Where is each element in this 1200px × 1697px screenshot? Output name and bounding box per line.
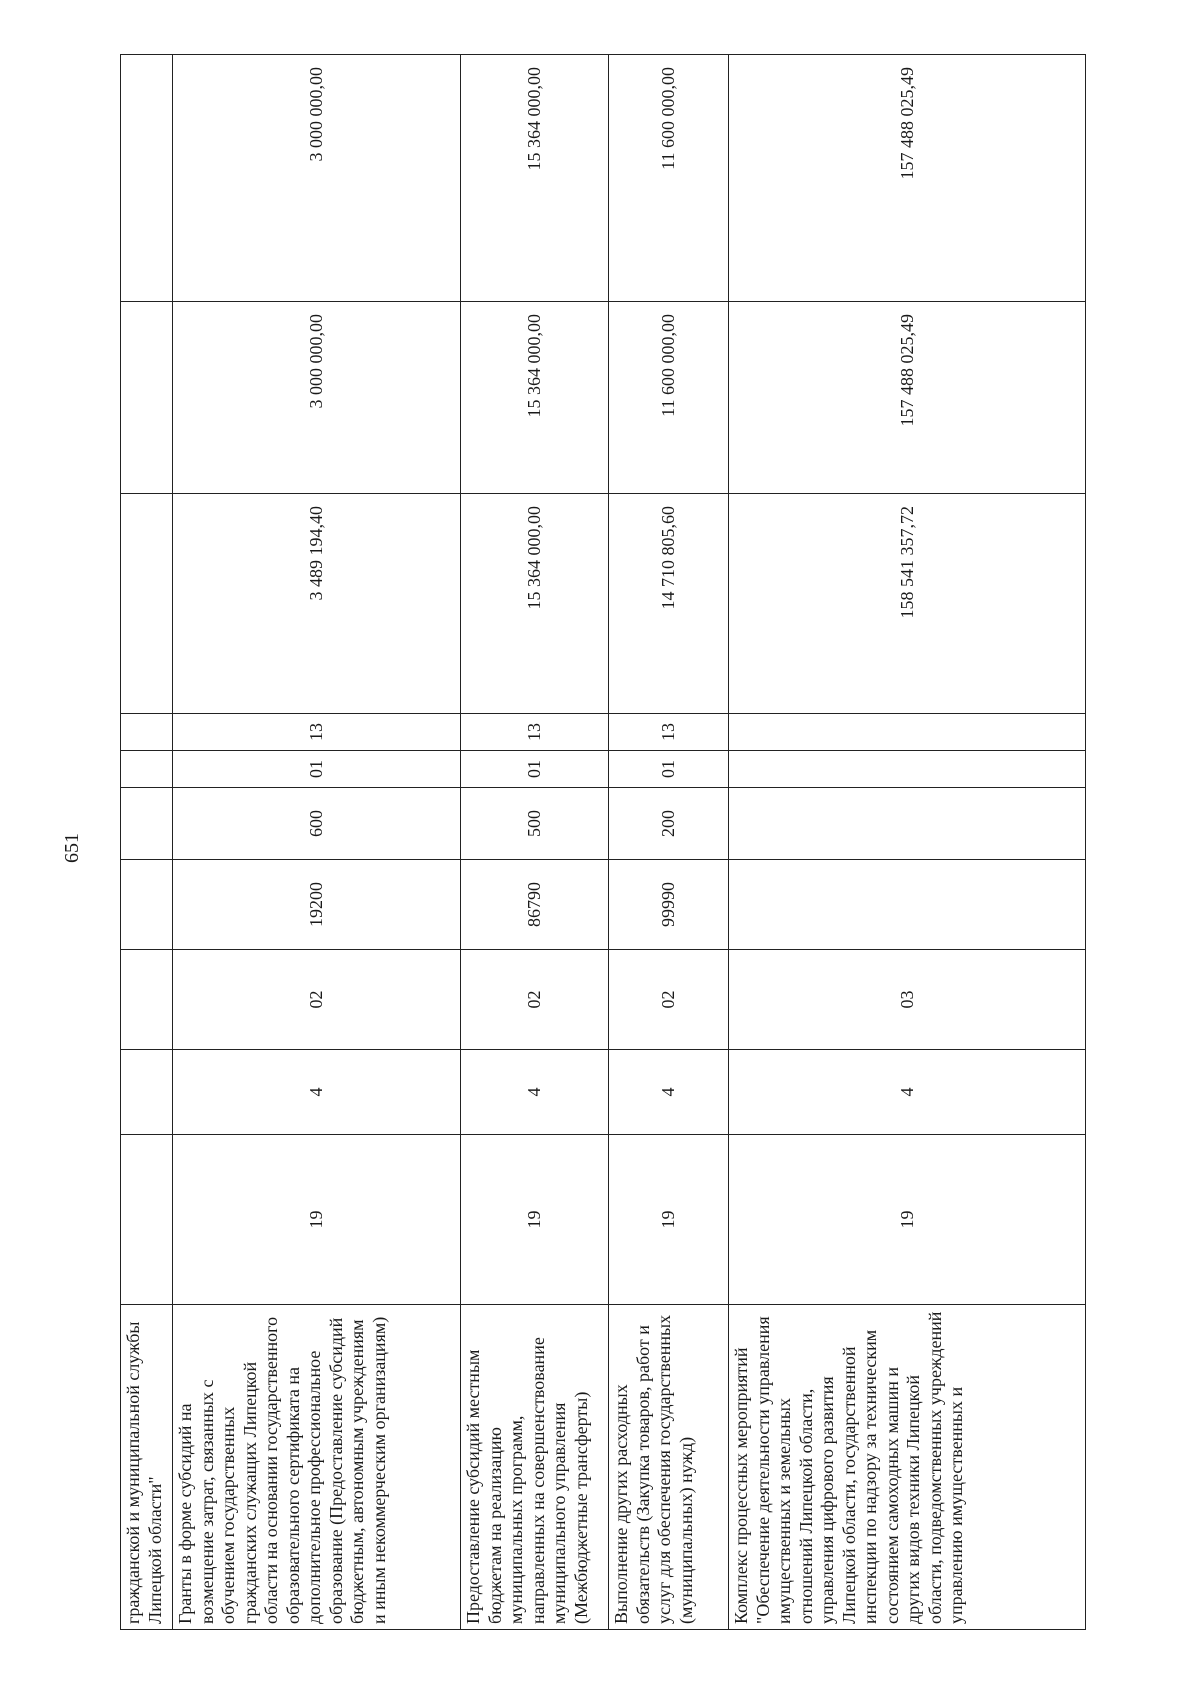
table-row: [729, 55, 1086, 1630]
subprogram-code: [121, 1050, 173, 1135]
expense-type: [729, 788, 1086, 860]
expense-type: [121, 788, 173, 860]
row-description: Гранты в форме субсидий на возмещение затрат, связанных с обучением государственных гражданских служащих Липецкой области на основании государственного образовательного сертификата на дополнительное профессиональное образование (Предоставление субсидий бюджетным, автономным учреждениям и иным некоммерческим организациям): [173, 1305, 461, 1630]
budget-table: [120, 54, 1086, 1630]
subsection-code: 13: [461, 714, 609, 751]
subsection-code: 13: [173, 714, 461, 751]
direction-code: [729, 860, 1086, 950]
section-code: 01: [609, 751, 729, 788]
amount-2027: 15 364 000,00: [461, 55, 609, 302]
row-description: Предоставление субсидий местным бюджетам на реализацию муниципальных программ, направленных на совершенствование муниципального управления (Межбюджетные трансферты): [461, 1305, 609, 1630]
table-row: [173, 55, 461, 1630]
amount-2026: 157 488 025,49: [729, 302, 1086, 494]
direction-code: 99990: [609, 860, 729, 950]
subprogram-code: 4: [729, 1050, 1086, 1135]
amount-2025: 3 489 194,40: [173, 494, 461, 714]
direction-code: [121, 860, 173, 950]
amount-2026: 11 600 000,00: [609, 302, 729, 494]
amount-2026: 15 364 000,00: [461, 302, 609, 494]
amount-2027: [121, 55, 173, 302]
program-code: 19: [173, 1135, 461, 1305]
subprogram-code: 4: [461, 1050, 609, 1135]
subprogram-code: 4: [173, 1050, 461, 1135]
amount-2026: 3 000 000,00: [173, 302, 461, 494]
section-code: [729, 751, 1086, 788]
direction-code: 86790: [461, 860, 609, 950]
section-code: 01: [461, 751, 609, 788]
amount-2025: 15 364 000,00: [461, 494, 609, 714]
program-code: 19: [609, 1135, 729, 1305]
amount-2025: 158 541 357,72: [729, 494, 1086, 714]
expense-type: 500: [461, 788, 609, 860]
amount-2025: 14 710 805,60: [609, 494, 729, 714]
program-code: 19: [729, 1135, 1086, 1305]
row-description: Выполнение других расходных обязательств (Закупка товаров, работ и услуг для обеспечения государственных (муниципальных) нужд): [609, 1305, 729, 1630]
row-description: Комплекс процессных мероприятий "Обеспечение деятельности управления имущественных и земельных отношений Липецкой области, управления цифрового развития Липецкой области, государственной инспекции по надзору за техническим состоянием самоходных машин и других видов техники Липецкой области, подведомственных учреждений управлению имущественных и: [729, 1305, 1086, 1630]
table-row: [609, 55, 729, 1630]
table-row: [121, 55, 173, 1630]
page-number: 651: [61, 833, 83, 863]
group-code: 03: [729, 950, 1086, 1050]
subsection-code: [729, 714, 1086, 751]
expense-type: 600: [173, 788, 461, 860]
group-code: 02: [609, 950, 729, 1050]
subsection-code: [121, 714, 173, 751]
direction-code: 19200: [173, 860, 461, 950]
program-code: [121, 1135, 173, 1305]
rotated-table-area: [120, 55, 1085, 1630]
amount-2027: 157 488 025,49: [729, 55, 1086, 302]
section-code: [121, 751, 173, 788]
program-code: 19: [461, 1135, 609, 1305]
group-code: 02: [173, 950, 461, 1050]
subsection-code: 13: [609, 714, 729, 751]
amount-2026: [121, 302, 173, 494]
amount-2025: [121, 494, 173, 714]
amount-2027: 3 000 000,00: [173, 55, 461, 302]
group-code: 02: [461, 950, 609, 1050]
subprogram-code: 4: [609, 1050, 729, 1135]
expense-type: 200: [609, 788, 729, 860]
table-row: [461, 55, 609, 1630]
row-description: гражданской и муниципальной службы Липецкой области": [121, 1305, 173, 1630]
section-code: 01: [173, 751, 461, 788]
amount-2027: 11 600 000,00: [609, 55, 729, 302]
group-code: [121, 950, 173, 1050]
